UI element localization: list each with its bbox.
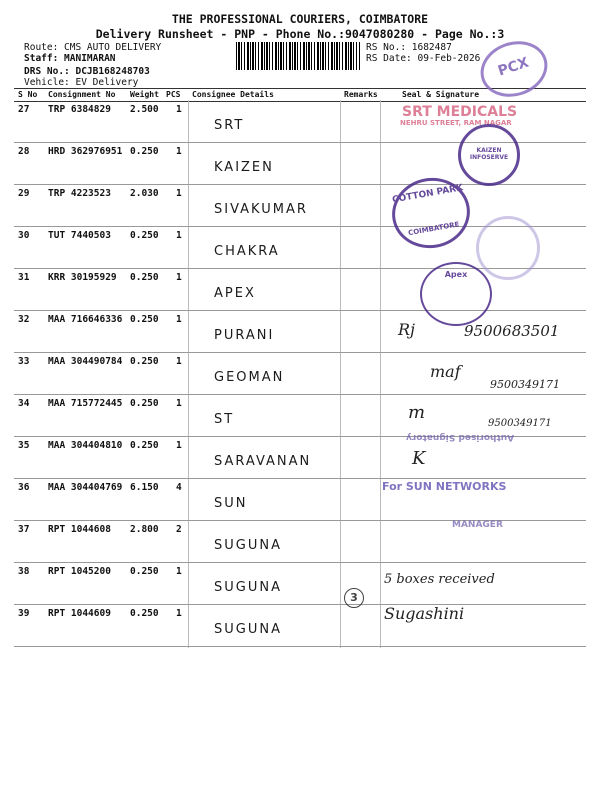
col-remarks: Remarks <box>344 90 378 99</box>
cell-weight: 2.030 <box>130 188 159 199</box>
cell-pcs: 1 <box>176 188 182 199</box>
cell-sno: 29 <box>18 188 30 199</box>
cell-consignee: SUN <box>214 496 248 511</box>
cell-pcs: 1 <box>176 608 182 619</box>
cell-weight: 0.250 <box>130 566 159 577</box>
cell-weight: 0.250 <box>130 440 159 451</box>
manager-stamp: MANAGER <box>452 520 503 530</box>
cell-consignee: PURANI <box>214 328 275 343</box>
cell-consignment: MAA 304490784 <box>48 356 123 367</box>
barcode <box>236 42 360 70</box>
cell-consignment: KRR 30195929 <box>48 272 117 283</box>
company-title: THE PROFESSIONAL COURIERS, COIMBATORE <box>171 12 429 26</box>
cell-consignee: KAIZEN <box>214 160 274 175</box>
col-consignee: Consignee Details <box>192 90 274 99</box>
cell-sno: 31 <box>18 272 30 283</box>
kaizen-stamp: KAIZEN INFOSERVE <box>458 124 520 186</box>
signature-saravanan: K <box>412 448 426 469</box>
col-consignment: Consignment No <box>48 90 116 99</box>
table-row <box>14 562 586 605</box>
cell-consignment: MAA 715772445 <box>48 398 123 409</box>
cell-consignee: SARAVANAN <box>214 454 312 469</box>
cell-pcs: 1 <box>176 230 182 241</box>
signature-suguna: Sugashini <box>384 604 465 623</box>
col-pcs: PCS <box>166 90 181 99</box>
cell-consignment: RPT 1044609 <box>48 608 111 619</box>
cell-pcs: 1 <box>176 104 182 115</box>
signature-purani: Rj <box>398 320 416 339</box>
cell-sno: 33 <box>18 356 30 367</box>
col-seal: Seal & Signature <box>402 90 480 99</box>
col-sno: S No <box>18 90 38 99</box>
phone-purani: 9500683501 <box>464 322 560 340</box>
cell-consignee: SIVAKUMAR <box>214 202 308 217</box>
for-sun-stamp: For SUN NETWORKS <box>382 480 507 493</box>
cell-consignment: MAA 304404810 <box>48 440 123 451</box>
cell-consignment: HRD 362976951 <box>48 146 123 157</box>
phone-st: 9500349171 <box>488 418 552 429</box>
cell-weight: 6.150 <box>130 482 159 493</box>
cell-weight: 2.500 <box>130 104 159 115</box>
route-label: Route: CMS AUTO DELIVERY <box>24 42 162 53</box>
cell-sno: 34 <box>18 398 30 409</box>
cell-consignee: APEX <box>214 286 256 301</box>
pcx-stamp: PCX <box>473 33 554 105</box>
cell-sno: 35 <box>18 440 30 451</box>
received-note: 5 boxes received <box>384 572 495 587</box>
cell-weight: 0.250 <box>130 398 159 409</box>
drs-label: DRS No.: DCJB168248703 <box>24 66 150 77</box>
runsheet-subtitle: Delivery Runsheet - PNP - Phone No.:9047080280 - Page No.:3 <box>95 27 505 41</box>
vehicle-label: Vehicle: EV Delivery <box>24 77 139 88</box>
apex-stamp: Apex <box>420 262 492 326</box>
table-row <box>14 394 586 437</box>
signature-geoman: maf <box>430 362 461 381</box>
cell-consignment: TRP 6384829 <box>48 104 111 115</box>
cell-pcs: 1 <box>176 440 182 451</box>
cell-sno: 39 <box>18 608 30 619</box>
cell-consignee: GEOMAN <box>214 370 285 385</box>
cell-consignee: SUGUNA <box>214 538 282 553</box>
table-row <box>14 436 586 479</box>
cell-consignment: TUT 7440503 <box>48 230 111 241</box>
cell-weight: 0.250 <box>130 356 159 367</box>
cell-weight: 0.250 <box>130 608 159 619</box>
cell-pcs: 1 <box>176 272 182 283</box>
srt-medicals-stamp: SRT MEDICALS <box>402 104 518 120</box>
cell-pcs: 4 <box>176 482 182 493</box>
cell-consignment: RPT 1044608 <box>48 524 111 535</box>
staff-label: Staff: MANIMARAN <box>24 53 116 64</box>
cell-pcs: 1 <box>176 356 182 367</box>
cell-sno: 38 <box>18 566 30 577</box>
cell-consignee: ST <box>214 412 235 427</box>
cell-pcs: 2 <box>176 524 182 535</box>
cell-weight: 0.250 <box>130 314 159 325</box>
cell-sno: 27 <box>18 104 30 115</box>
cell-consignment: MAA 304404769 <box>48 482 123 493</box>
cell-weight: 0.250 <box>130 146 159 157</box>
cell-sno: 28 <box>18 146 30 157</box>
rs-number: RS No.: 1682487 <box>366 42 452 53</box>
phone-geoman: 9500349171 <box>490 378 560 391</box>
authorised-stamp: Authorised Signatory <box>406 432 515 442</box>
cell-consignee: SUGUNA <box>214 622 282 637</box>
cell-sno: 37 <box>18 524 30 535</box>
cotton-park-stamp: COTTON PARK COIMBATORE <box>387 172 476 254</box>
table-row <box>14 604 586 647</box>
col-weight: Weight <box>130 90 159 99</box>
srt-address: NEHRU STREET, RAM NAGAR <box>400 119 512 127</box>
circled-number: 3 <box>344 588 364 608</box>
cell-weight: 2.800 <box>130 524 159 535</box>
signature-st: m <box>408 402 426 423</box>
cell-sno: 32 <box>18 314 30 325</box>
cell-pcs: 1 <box>176 146 182 157</box>
cell-pcs: 1 <box>176 398 182 409</box>
cell-consignee: CHAKRA <box>214 244 280 259</box>
cell-weight: 0.250 <box>130 272 159 283</box>
cell-consignment: RPT 1045200 <box>48 566 111 577</box>
cell-consignment: TRP 4223523 <box>48 188 111 199</box>
rs-date: RS Date: 09-Feb-2026 <box>366 53 481 64</box>
cell-weight: 0.250 <box>130 230 159 241</box>
cell-consignment: MAA 716646336 <box>48 314 123 325</box>
cell-sno: 36 <box>18 482 30 493</box>
cell-pcs: 1 <box>176 314 182 325</box>
cell-sno: 30 <box>18 230 30 241</box>
cell-consignee: SRT <box>214 118 245 133</box>
cell-pcs: 1 <box>176 566 182 577</box>
cell-consignee: SUGUNA <box>214 580 282 595</box>
